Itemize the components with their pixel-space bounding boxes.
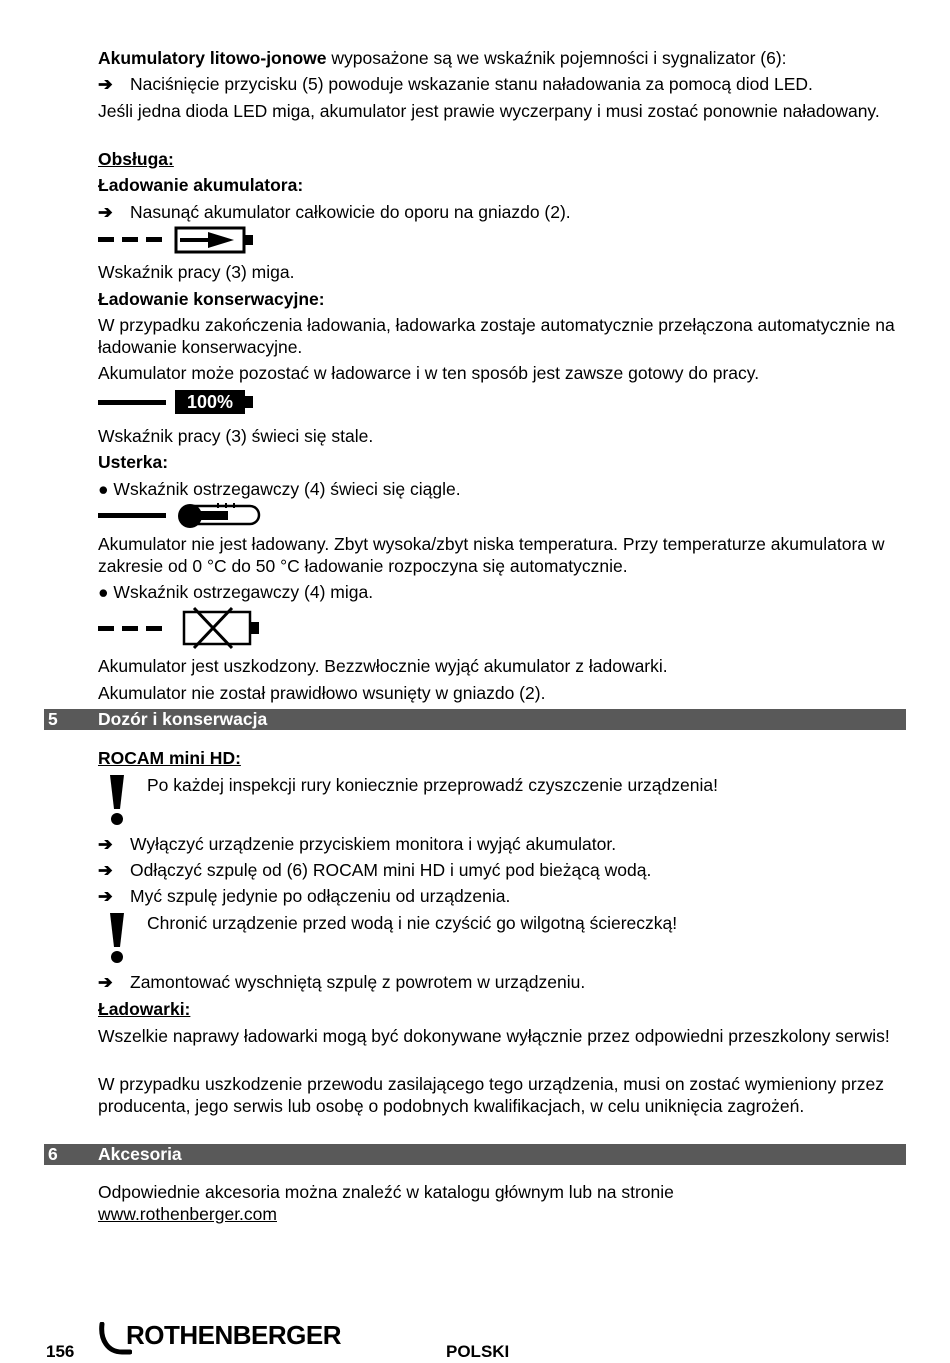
brand-name: ROTHENBERGER (126, 1320, 342, 1350)
battery-intro-bold: Akumulatory litowo-jonowe (98, 48, 327, 68)
accessories-link[interactable]: www.rothenberger.com (98, 1204, 277, 1224)
rocam-step-4 (98, 971, 898, 993)
battery-step-press (98, 73, 898, 95)
rocam-step-1 (98, 833, 898, 855)
fault-2-desc-1: Akumulator jest uszkodzony. Bezzwłocznie wyjąć akumulator z ładowarki. (98, 656, 668, 676)
rocam-step-2-text: Odłączyć szpulę od (6) ROCAM mini HD i umyć pod bieżącą wodą. (130, 860, 652, 880)
battery-full-terminal (245, 396, 253, 408)
fault-heading: Usterka: (98, 452, 169, 472)
section-5-header (44, 709, 906, 730)
rocam-step-1-text: Wyłączyć urządzenie przyciskiem monitora i wyjąć akumulator. (130, 834, 617, 854)
right-arrow-icon: ➔ (98, 860, 113, 880)
battery-charging-icon (98, 226, 258, 256)
right-arrow-icon: ➔ (98, 74, 113, 94)
chargers-heading: Ładowarki: (98, 999, 191, 1019)
exclamation-icon (106, 911, 128, 965)
battery-intro (98, 47, 898, 69)
battery-step-press-text: Naciśnięcie przycisku (5) powoduje wskazanie stanu naładowania za pomocą diod LED. (130, 74, 813, 94)
page-number: 156 (46, 1342, 75, 1361)
right-arrow-icon: ➔ (98, 202, 113, 222)
section-6-header (44, 1144, 906, 1165)
right-arrow-icon: ➔ (98, 886, 113, 906)
battery-temperature-icon (98, 502, 268, 530)
right-arrow-icon: ➔ (98, 972, 113, 992)
maintenance-indicator: Wskaźnik pracy (3) świeci się stale. (98, 426, 374, 446)
rocam-heading: ROCAM mini HD: (98, 748, 241, 768)
maintenance-text-2: Akumulator może pozostać w ładowarce i w ten sposób jest zawsze gotowy do pracy. (98, 363, 760, 383)
accessories-text: Odpowiednie akcesoria można znaleźć w katalogu głównym lub na stronie (98, 1182, 674, 1202)
fault-2: ● Wskaźnik ostrzegawczy (4) miga. (98, 582, 374, 602)
fault-1: ● Wskaźnik ostrzegawczy (4) świeci się ciągle. (98, 479, 461, 499)
battery-intro-rest: wyposażone są we wskaźnik pojemności i sygnalizator (6): (326, 48, 787, 68)
section-6-title: Akcesoria (98, 1144, 182, 1164)
section-5-title: Dozór i konserwacja (98, 709, 268, 729)
maintenance-heading: Ładowanie konserwacyjne: (98, 289, 325, 309)
battery-led-info: Jeśli jedna dioda LED miga, akumulator jest prawie wyczerpany i musi zostać ponownie naładowany. (98, 101, 880, 121)
battery-full-icon (175, 390, 245, 414)
warning-1: Po każdej inspekcji rury koniecznie przeprowadź czyszczenie urządzenia! (147, 775, 718, 795)
section-6-number: 6 (48, 1144, 58, 1164)
battery-defect-icon (98, 606, 268, 650)
brand-logo (98, 1318, 348, 1358)
exclamation-icon (106, 773, 128, 827)
charging-indicator: Wskaźnik pracy (3) miga. (98, 262, 295, 282)
steady-line (98, 400, 166, 405)
chargers-text-2: W przypadku uszkodzenie przewodu zasilającego tego urządzenia, musi on zostać wymieniony przez producenta, jego serwis lub osobę o podobnych kwalifikacjach, w celu uniknięcia zagrożeń. (98, 1074, 884, 1116)
language-label: POLSKI (446, 1342, 510, 1361)
rocam-step-2 (98, 859, 898, 881)
right-arrow-icon: ➔ (98, 834, 113, 854)
rocam-step-3 (98, 885, 898, 907)
maintenance-text-1: W przypadku zakończenia ładowania, ładowarka zostaje automatycznie przełączona automatycznie na ładowanie konserwacyjne. (98, 315, 895, 357)
obsluga-heading: Obsługa: (98, 149, 174, 169)
rocam-step-4-text: Zamontować wyschniętą szpulę z powrotem w urządzeniu. (130, 972, 586, 992)
charging-step-text: Nasunąć akumulator całkowicie do oporu na gniazdo (2). (130, 202, 571, 222)
charging-heading: Ładowanie akumulatora: (98, 175, 304, 195)
chargers-text-1: Wszelkie naprawy ładowarki mogą być dokonywane wyłącznie przez odpowiedni przeszkolony serwis! (98, 1026, 890, 1046)
fault-1-desc: Akumulator nie jest ładowany. Zbyt wysoka/zbyt niska temperatura. Przy temperaturze akumulatora w zakresie od 0 °C do 50 °C ładowanie rozpoczyna się automatycznie. (98, 534, 885, 576)
warning-2: Chronić urządzenie przed wodą i nie czyścić go wilgotną ściereczką! (147, 913, 678, 933)
fault-2-desc-2: Akumulator nie został prawidłowo wsunięty w gniazdo (2). (98, 683, 546, 703)
rocam-step-3-text: Myć szpulę jedynie po odłączeniu od urządzenia. (130, 886, 511, 906)
section-5-number: 5 (48, 709, 58, 729)
charging-step (98, 201, 898, 223)
battery-full-label: 100% (186, 392, 234, 412)
